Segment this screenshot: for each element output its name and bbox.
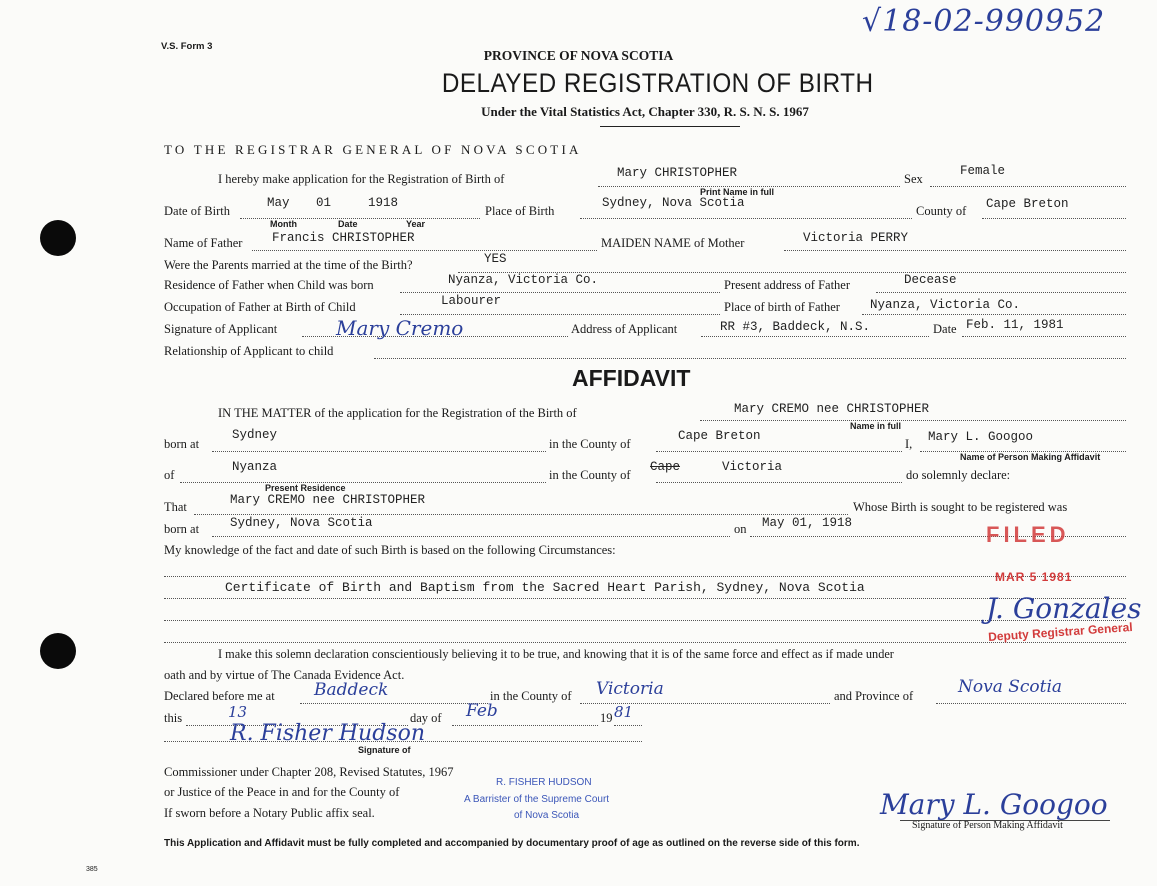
present-residence-hint: Present Residence	[265, 483, 346, 493]
sig-person-hint: Signature of Person Making Affidavit	[912, 820, 1063, 831]
this-label: this	[164, 711, 183, 725]
i-label: I,	[905, 437, 913, 451]
declaration-line-2: oath and by virtue of The Canada Evidence Act.	[164, 668, 405, 682]
province-heading: PROVINCE OF NOVA SCOTIA	[483, 48, 674, 63]
county2-value: Victoria	[722, 460, 783, 474]
day-of-label: day of	[410, 711, 442, 725]
that-label: That	[164, 500, 187, 514]
married-value: YES	[484, 252, 507, 266]
whose-birth-label: Whose Birth is sought to be registered was	[853, 500, 1068, 514]
barrister-stamp-title: A Barrister of the Supreme Court	[464, 794, 610, 805]
affiant-signature: Mary L. Googoo	[880, 788, 1108, 821]
year-prefix: 19	[600, 711, 613, 725]
filed-date-stamp: MAR 5 1981	[995, 570, 1073, 584]
document-title: DELAYED REGISTRATION OF BIRTH	[441, 68, 874, 98]
in-county-declared-label: in the County of	[490, 689, 572, 703]
declared-province-value: Nova Scotia	[958, 677, 1063, 697]
address-applicant-label: Address of Applicant	[571, 322, 678, 336]
place-birth-father-value: Nyanza, Victoria Co.	[870, 298, 1021, 312]
and-province-label: and Province of	[834, 689, 914, 703]
application-date-label: Date	[933, 322, 957, 336]
relationship-label: Relationship of Applicant to child	[164, 344, 334, 358]
barrister-stamp-province: of Nova Scotia	[514, 810, 580, 821]
signature-of-hint: Signature of	[358, 745, 411, 755]
born-at2-label: born at	[164, 522, 200, 536]
father-value: Francis CHRISTOPHER	[272, 231, 415, 245]
filed-stamp: FILED	[986, 522, 1070, 547]
deputy-registrar-stamp: Deputy Registrar General	[987, 619, 1134, 645]
declared-county-value: Victoria	[596, 679, 664, 699]
declared-place-value: Baddeck	[314, 680, 389, 700]
knowledge-label: My knowledge of the fact and date of such Birth is based on the following Circumstances:	[164, 543, 616, 557]
subtitle-rule	[600, 126, 740, 127]
dob-year-value: 1918	[368, 196, 399, 210]
deputy-signature: J. Gonzales	[986, 592, 1142, 625]
in-county-label: in the County of	[549, 437, 631, 451]
born-at2-value: Sydney, Nova Scotia	[230, 516, 373, 530]
name-in-full-hint: Name in full	[850, 421, 902, 431]
notary-label: If sworn before a Notary Public affix seal.	[164, 806, 375, 820]
addressee-line: TO THE REGISTRAR GENERAL OF NOVA SCOTIA	[164, 142, 582, 157]
declared-before-label: Declared before me at	[164, 689, 275, 703]
justice-label: or Justice of the Peace in and for the County of	[164, 785, 400, 799]
footer-code: 385	[86, 866, 98, 873]
document-subtitle: Under the Vital Statistics Act, Chapter 330, R. S. N. S. 1967	[481, 104, 809, 119]
person-making-hint: Name of Person Making Affidavit	[960, 452, 1101, 462]
solemnly-label: do solemnly declare:	[906, 468, 1011, 482]
declaration-line-1: I make this solemn declaration conscientiously believing it to be true, and knowing that it is of the same force and effect as if made under	[218, 647, 894, 661]
sex-value: Female	[960, 164, 1006, 178]
father-label: Name of Father	[164, 236, 243, 250]
mother-value: Victoria PERRY	[803, 231, 909, 245]
present-address-father-label: Present address of Father	[724, 278, 851, 292]
address-applicant-value: RR #3, Baddeck, N.S.	[720, 320, 871, 334]
month-hint: Month	[270, 219, 297, 229]
residence-value: Nyanza	[232, 460, 278, 474]
print-name-hint: Print Name in full	[700, 187, 775, 197]
dob-date-value: 01	[316, 196, 332, 210]
on-label: on	[734, 522, 747, 536]
dob-month-value: May	[267, 196, 290, 210]
application-label: I hereby make application for the Registration of Birth of	[218, 172, 505, 186]
form-number: V.S. Form 3	[161, 41, 213, 52]
circumstance-value: Certificate of Birth and Baptism from the Sacred Heart Parish, Sydney, Nova Scotia	[225, 580, 865, 595]
on-value: May 01, 1918	[762, 516, 853, 530]
file-number: √18-02-990952	[862, 4, 1106, 39]
in-county2-label: in the County of	[549, 468, 631, 482]
subject-name-value: Mary CREMO nee CHRISTOPHER	[734, 402, 930, 416]
child-name-value: Mary CHRISTOPHER	[617, 166, 738, 180]
punch-hole-bottom	[40, 633, 76, 669]
person-name-value: Mary L. Googoo	[928, 430, 1034, 444]
present-address-father-value: Decease	[904, 273, 957, 287]
year-hint: Year	[406, 219, 426, 229]
residence-father-value: Nyanza, Victoria Co.	[448, 273, 599, 287]
county-affidavit-value: Cape Breton	[678, 429, 761, 443]
county-label: County of	[916, 204, 967, 218]
county-value: Cape Breton	[986, 197, 1069, 211]
day-value: 13	[228, 703, 248, 721]
dob-label: Date of Birth	[164, 204, 230, 218]
affidavit-heading: AFFIDAVIT	[572, 365, 691, 391]
place-birth-father-label: Place of birth of Father	[724, 300, 840, 314]
residence-father-label: Residence of Father when Child was born	[164, 278, 374, 292]
of-label: of	[164, 468, 175, 482]
sig-applicant-label: Signature of Applicant	[164, 322, 278, 336]
footer-note: This Application and Affidavit must be fully completed and accompanied by documentary proof of age as outlined on the reverse side of this form.	[164, 838, 860, 849]
commissioner-label: Commissioner under Chapter 208, Revised Statutes, 1967	[164, 765, 454, 779]
place-of-birth-label: Place of Birth	[485, 204, 555, 218]
commissioner-signature: R. Fisher Hudson	[230, 721, 425, 746]
date-hint: Date	[338, 219, 358, 229]
occupation-father-label: Occupation of Father at Birth of Child	[164, 300, 356, 314]
month-value: Feb	[466, 701, 498, 721]
born-at-value: Sydney	[232, 428, 278, 442]
mother-label: MAIDEN NAME of Mother	[601, 236, 745, 250]
punch-hole-top	[40, 220, 76, 256]
county2-struck: Cape	[650, 460, 681, 474]
occupation-father-value: Labourer	[441, 294, 502, 308]
born-at-label: born at	[164, 437, 200, 451]
barrister-stamp-name: R. FISHER HUDSON	[496, 777, 592, 788]
in-the-matter-label: IN THE MATTER of the application for the Registration of the Birth of	[218, 406, 577, 420]
place-of-birth-value: Sydney, Nova Scotia	[602, 196, 745, 210]
married-label: Were the Parents married at the time of the Birth?	[164, 258, 413, 272]
sex-label: Sex	[904, 172, 923, 186]
year-value: 81	[614, 703, 634, 721]
that-value: Mary CREMO nee CHRISTOPHER	[230, 493, 426, 507]
application-date-value: Feb. 11, 1981	[966, 318, 1064, 332]
applicant-signature: Mary Cremo	[336, 316, 464, 340]
